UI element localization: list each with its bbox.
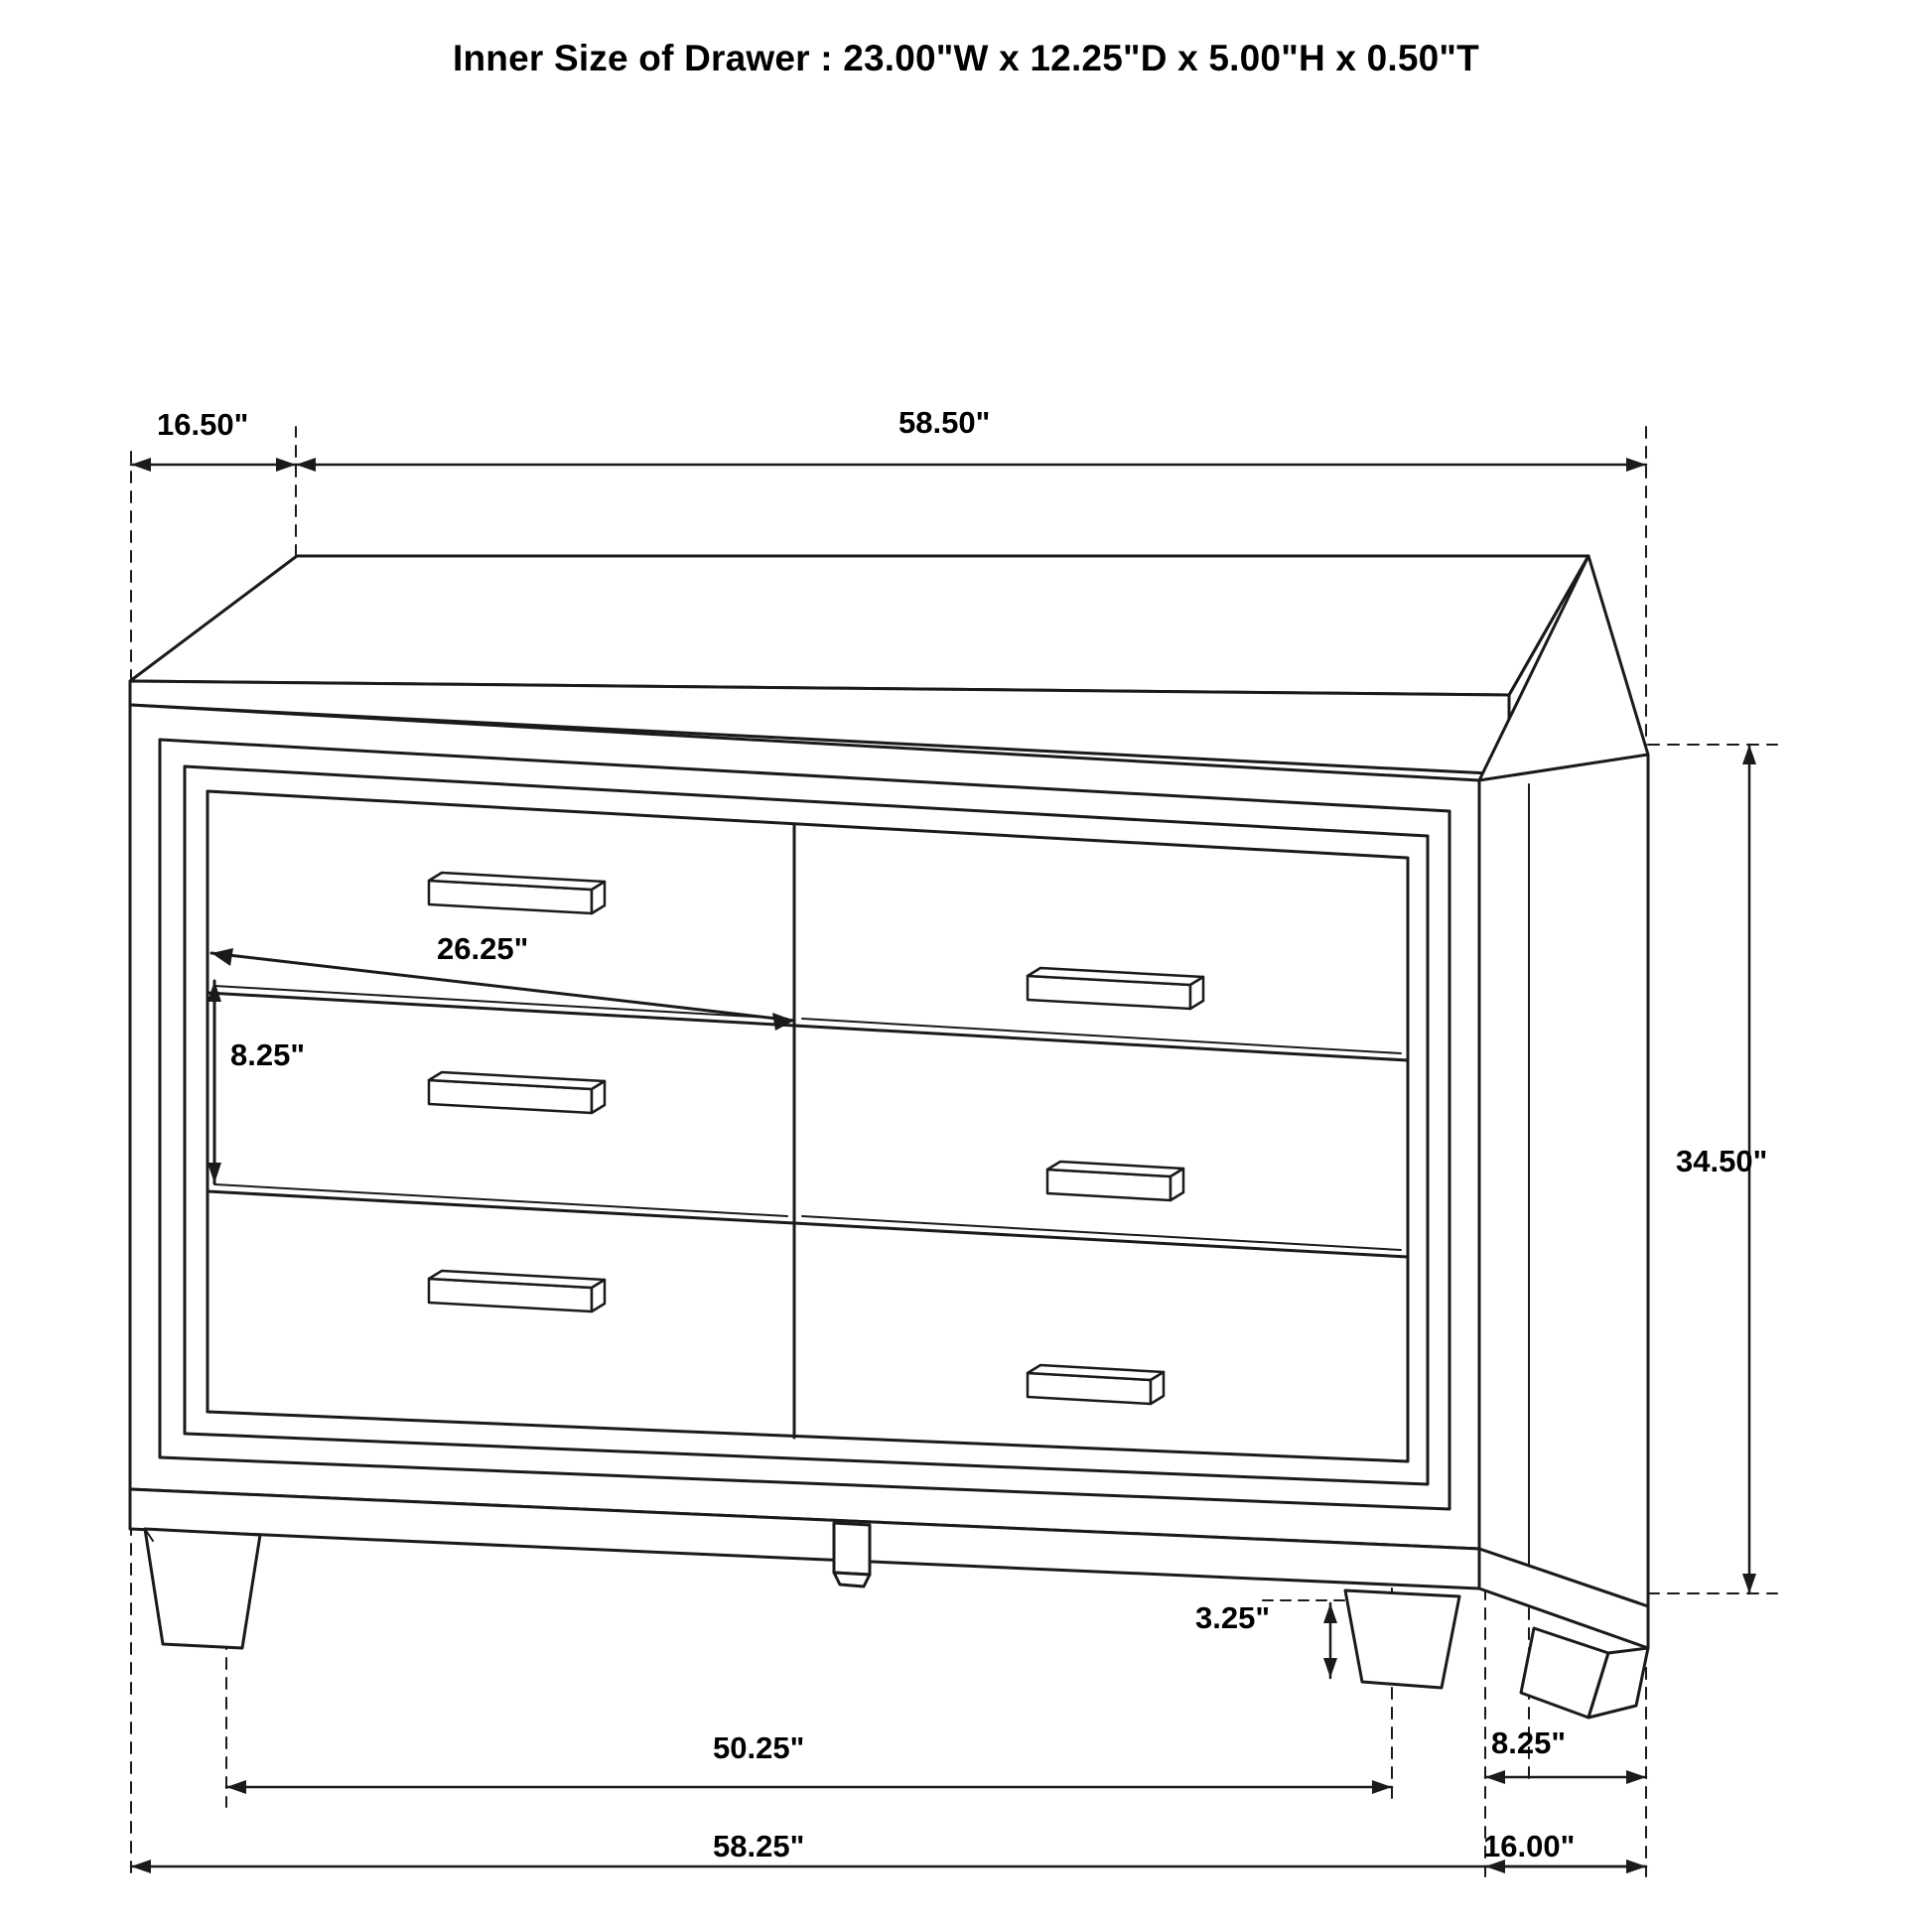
dim-label-width-top: 58.50"	[898, 405, 991, 440]
dim-depth-top	[131, 458, 296, 472]
dim-label-height-right: 34.50"	[1676, 1144, 1768, 1178]
dim-label-foot-depth-small: 8.25"	[1491, 1725, 1567, 1760]
dim-foot-depth-small	[1485, 1770, 1646, 1784]
dresser-center-support	[834, 1523, 870, 1587]
dim-label-base-total-width: 58.25"	[713, 1829, 805, 1863]
dim-label-depth-top: 16.50"	[157, 407, 249, 442]
drawer-handle	[1047, 1162, 1183, 1200]
dresser-leg-front-left	[145, 1529, 260, 1648]
dim-base-inner-width	[226, 1780, 1392, 1794]
dim-width-top	[296, 458, 1646, 472]
drawer-handle	[1028, 1365, 1164, 1404]
page-title: Inner Size of Drawer : 23.00"W x 12.25"D x 5.00"H x 0.50"T	[453, 38, 1479, 78]
dim-label-foot-height: 3.25"	[1195, 1600, 1271, 1635]
dim-label-base-inner-width: 50.25"	[713, 1730, 805, 1765]
dim-label-drawer-height: 8.25"	[230, 1037, 306, 1072]
dresser-front-face	[130, 705, 1479, 1549]
dim-base-total-width	[131, 1860, 1646, 1873]
dim-label-base-depth: 16.00"	[1483, 1829, 1576, 1863]
dim-label-drawer-width: 26.25"	[437, 931, 529, 966]
dresser-leg-front-right	[1345, 1590, 1459, 1688]
